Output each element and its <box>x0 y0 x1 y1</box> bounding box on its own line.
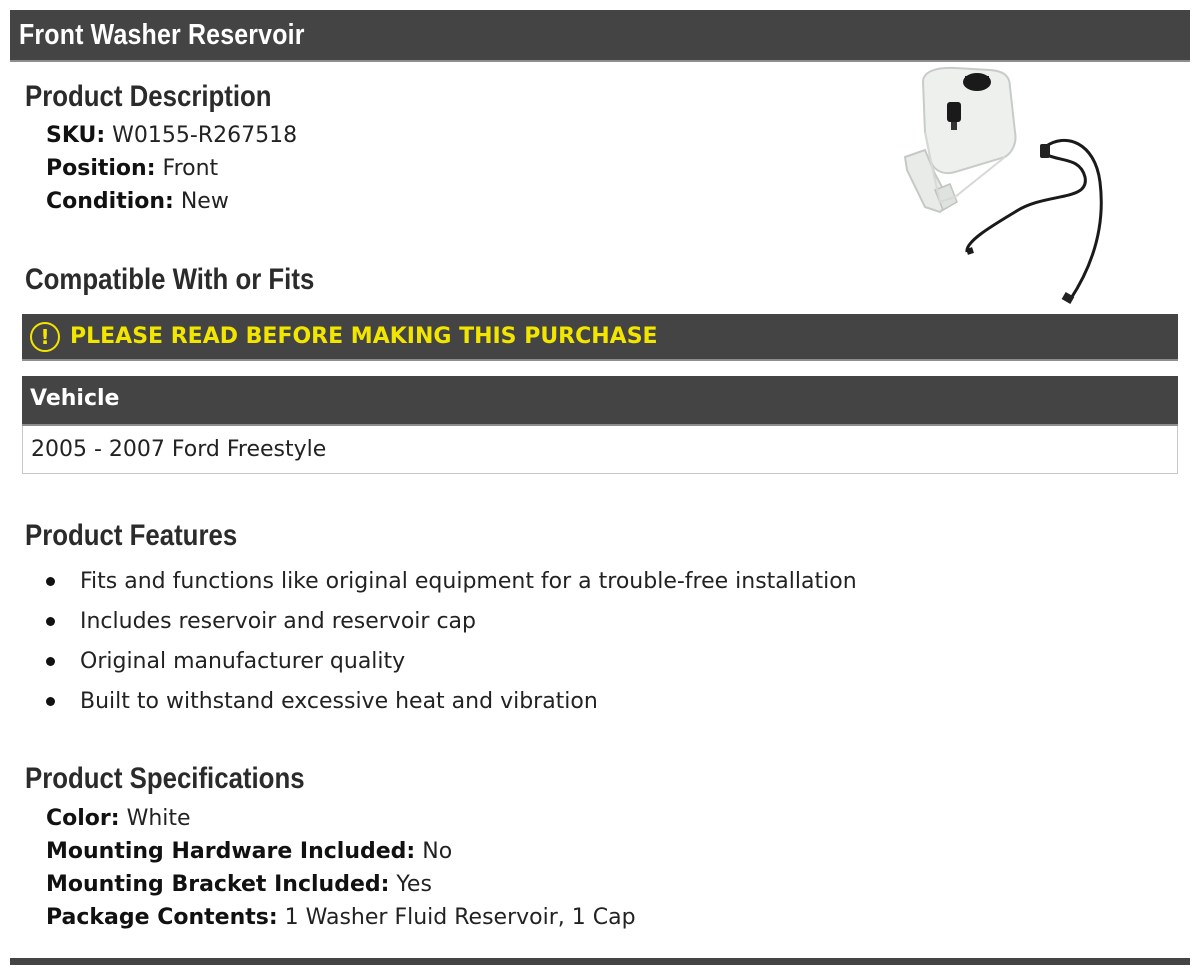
sku-line <box>46 123 297 148</box>
feature-text: Original manufacturer quality <box>80 649 406 674</box>
bullet-icon <box>46 657 55 666</box>
product-specifications-heading: Product Specifications <box>25 762 305 795</box>
package-contents-label: Package Contents: <box>46 905 278 930</box>
feature-text: Built to withstand excessive heat and vibration <box>80 689 598 714</box>
vehicle-table-header <box>22 376 1178 426</box>
compatibility-heading: Compatible With or Fits <box>25 263 315 296</box>
list-item <box>46 688 857 728</box>
feature-text: Fits and functions like original equipment for a trouble-free installation <box>80 569 857 594</box>
mounting-bracket-value: Yes <box>396 872 432 897</box>
list-item <box>46 608 857 648</box>
color-line <box>46 806 191 831</box>
table-row: 2005 - 2007 Ford Freestyle <box>31 437 327 462</box>
bottom-divider <box>10 958 1190 965</box>
product-description-heading: Product Description <box>25 80 272 113</box>
product-image <box>895 62 1125 307</box>
package-contents-value: 1 Washer Fluid Reservoir, 1 Cap <box>284 905 636 930</box>
list-item <box>46 568 857 608</box>
package-contents-line <box>46 905 636 930</box>
condition-label: Condition: <box>46 189 174 214</box>
color-value: White <box>126 806 191 831</box>
purchase-notice-text: PLEASE READ BEFORE MAKING THIS PURCHASE <box>70 324 658 349</box>
mounting-hardware-label: Mounting Hardware Included: <box>46 839 416 864</box>
condition-value: New <box>180 189 229 214</box>
sku-value: W0155-R267518 <box>112 123 298 148</box>
bullet-icon <box>46 577 55 586</box>
position-label: Position: <box>46 156 156 181</box>
alert-circle-icon: ! <box>30 322 60 352</box>
list-item <box>46 648 857 688</box>
position-value: Front <box>162 156 219 181</box>
features-list <box>46 568 857 728</box>
sku-label: SKU: <box>46 123 106 148</box>
product-features-heading: Product Features <box>25 519 238 552</box>
feature-text: Includes reservoir and reservoir cap <box>80 609 476 634</box>
bullet-icon <box>46 697 55 706</box>
vehicle-column-header: Vehicle <box>30 386 120 411</box>
condition-line <box>46 189 229 214</box>
bullet-icon <box>46 617 55 626</box>
vehicle-table <box>22 376 1178 474</box>
page-title: Front Washer Reservoir <box>19 19 305 51</box>
page-title-bar <box>10 10 1190 62</box>
mounting-hardware-line <box>46 839 452 864</box>
purchase-notice-bar[interactable] <box>22 314 1178 361</box>
mounting-bracket-label: Mounting Bracket Included: <box>46 872 390 897</box>
color-label: Color: <box>46 806 120 831</box>
mounting-hardware-value: No <box>422 839 453 864</box>
position-line <box>46 156 218 181</box>
mounting-bracket-line <box>46 872 432 897</box>
